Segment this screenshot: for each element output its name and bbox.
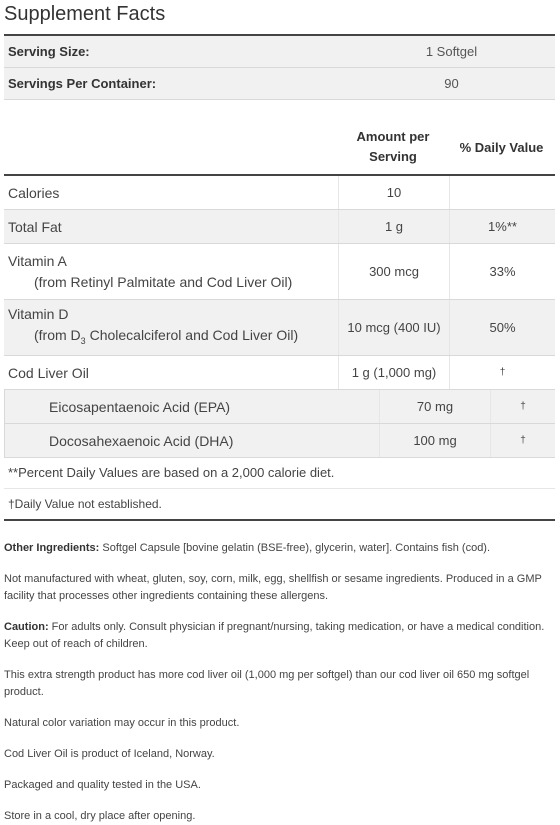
- servings-per-container-row: [4, 68, 555, 100]
- nutrient-amount: 10: [338, 176, 450, 209]
- spacer: [4, 794, 555, 808]
- row-vitamin-a: [4, 244, 555, 300]
- header-amount: [338, 127, 448, 167]
- spacer: [4, 732, 555, 746]
- nutrient-amount: 100 mg: [379, 424, 491, 457]
- storage-statement: Store in a cool, dry place after opening.: [4, 810, 196, 822]
- nutrient-name-block: [4, 304, 338, 352]
- row-dha: [4, 424, 555, 458]
- header-daily-value: % Daily Value: [459, 139, 544, 155]
- header-amount-line2: Serving: [369, 149, 417, 164]
- servings-per-container-label: Servings Per Container:: [8, 76, 157, 91]
- nutrient-dv: †: [520, 435, 526, 446]
- spacer: [4, 763, 555, 777]
- serving-size-value: 1 Softgel: [425, 44, 478, 59]
- nutrient-name: Vitamin A: [8, 252, 67, 269]
- packaged-statement: Packaged and quality tested in the USA.: [4, 779, 201, 791]
- spacer: [4, 100, 555, 120]
- source-suffix: Cholecalciferol and Cod Liver Oil): [85, 326, 299, 343]
- spacer: [4, 701, 555, 715]
- nutrient-dv: 50%: [489, 320, 516, 335]
- other-ingredients-label: Other Ingredients:: [4, 542, 100, 554]
- nutrient-amount: 70 mg: [379, 390, 491, 423]
- spacer: [4, 653, 555, 667]
- allergen-statement: Not manufactured with wheat, gluten, soy, corn, milk, egg, shellfish or sesame ingredients. Produced in a GMP facility that processes other ingredients containing these allergens.: [4, 573, 542, 602]
- spacer: [4, 557, 555, 571]
- spacer: [4, 605, 555, 619]
- row-cod-liver-oil: [4, 356, 555, 390]
- nutrient-dv: 1%**: [488, 219, 517, 234]
- color-statement: Natural color variation may occur in this product.: [4, 717, 240, 729]
- nutrient-table-header: [4, 120, 555, 176]
- nutrient-name: Cod Liver Oil: [8, 364, 89, 381]
- source-subscript: 3: [80, 335, 86, 346]
- nutrient-amount: 300 mcg: [338, 244, 450, 299]
- serving-size-row: [4, 36, 555, 68]
- spacer: [4, 521, 555, 540]
- nutrient-name: Total Fat: [8, 218, 62, 235]
- row-vitamin-d: [4, 300, 555, 356]
- header-amount-line1: Amount per: [356, 129, 430, 144]
- row-epa: [4, 390, 555, 424]
- nutrient-source: (from Retinyl Palmitate and Cod Liver Oil): [34, 273, 293, 290]
- caution-statement: [4, 619, 555, 653]
- nutrient-name: Calories: [8, 184, 60, 201]
- percent-dv-footnote: **Percent Daily Values are based on a 2,000 calorie diet.: [4, 458, 555, 489]
- supplement-facts-panel: [4, 0, 555, 825]
- row-calories: [4, 176, 555, 210]
- nutrient-name: Eicosapentaenoic Acid (EPA): [49, 398, 231, 415]
- panel-title: Supplement Facts: [4, 3, 166, 25]
- other-ingredients: [4, 540, 555, 557]
- nutrient-amount: 1 g (1,000 mg): [338, 356, 450, 389]
- nutrient-name: Docosahexaenoic Acid (DHA): [49, 432, 234, 449]
- caution-label: Caution:: [4, 621, 49, 633]
- other-ingredients-text: Softgel Capsule [bovine gelatin (BSE-free), glycerin, water]. Contains fish (cod).: [99, 542, 491, 554]
- nutrient-dv: †: [520, 401, 526, 412]
- origin-statement: Cod Liver Oil is product of Iceland, Norway.: [4, 748, 215, 760]
- nutrient-name-block: [4, 251, 338, 293]
- strength-statement: This extra strength product has more cod liver oil (1,000 mg per softgel) than our cod liver oil 650 mg softgel product.: [4, 669, 530, 698]
- nutrient-dv: †: [499, 367, 506, 378]
- nutrient-amount: 10 mcg (400 IU): [338, 300, 450, 355]
- serving-size-label: Serving Size:: [8, 44, 90, 59]
- servings-per-container-value: 90: [444, 76, 459, 91]
- nutrient-dv: 33%: [489, 264, 516, 279]
- nutrient-name: Vitamin D: [8, 305, 69, 322]
- nutrient-amount: 1 g: [338, 210, 450, 243]
- source-prefix: (from D: [34, 326, 81, 343]
- row-total-fat: [4, 210, 555, 244]
- nutrient-source: [8, 325, 338, 352]
- caution-text: For adults only. Consult physician if pregnant/nursing, taking medication, or have a medical condition. Keep out of reach of children.: [4, 621, 545, 650]
- dagger-footnote: †Daily Value not established.: [8, 497, 162, 511]
